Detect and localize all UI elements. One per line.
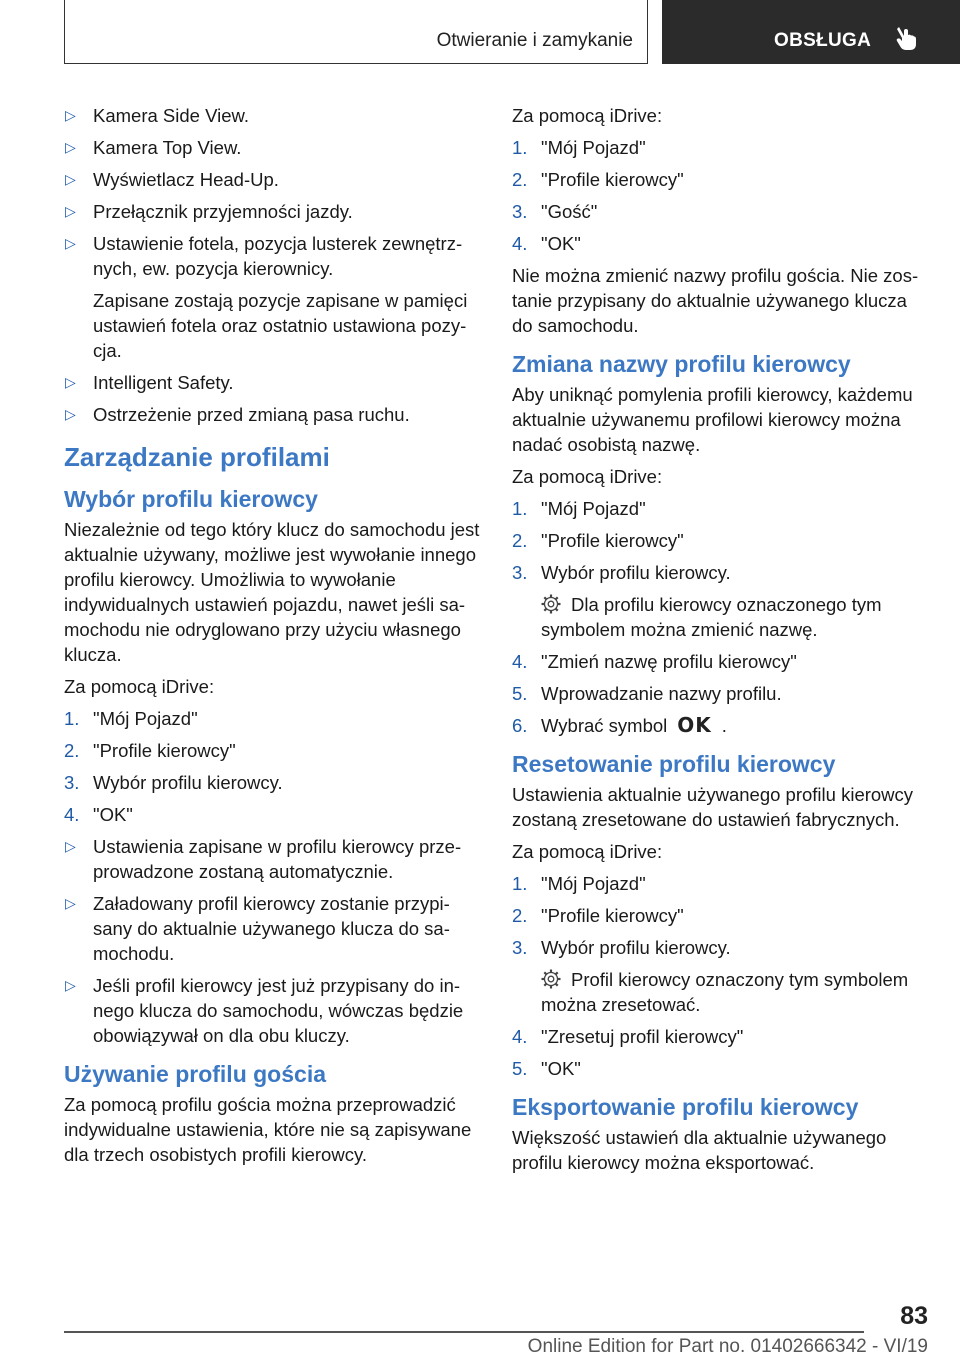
- step-item: 5. "OK": [512, 1058, 581, 1079]
- triangle-bullet-icon: ▷: [65, 838, 76, 854]
- list-item: ▷ Intelligent Safety.: [65, 372, 234, 393]
- triangle-bullet-icon: ▷: [65, 374, 76, 390]
- step-note: Profil kierowcy oznaczony tym symbolem można zresetować.: [541, 969, 909, 1015]
- header-chapter-box: [64, 0, 648, 64]
- paragraph: Za pomocą profilu gościa można przeprowadzić indywidualne ustawienia, które nie są zapisywane dla trzech osobistych profili kierowcy.: [64, 1094, 472, 1165]
- section-label: OBSŁUGA: [774, 30, 872, 51]
- step-item: 2. "Profile kierowcy": [64, 740, 236, 761]
- heading-export-profile: Eksportowanie profilu kierowcy: [512, 1094, 859, 1120]
- paragraph: Za pomocą iDrive:: [512, 841, 663, 862]
- step-item: 4. "OK": [512, 233, 581, 254]
- heading-guest-profile: Używanie profilu gościa: [64, 1061, 326, 1087]
- triangle-bullet-icon: ▷: [65, 107, 76, 123]
- bullet-note: Zapisane zostają pozycje zapisane w pamięci ustawień fotela oraz ostatnio ustawiona pozycja.: [93, 290, 468, 361]
- triangle-bullet-icon: ▷: [65, 977, 76, 993]
- ok-symbol-icon: OK: [677, 713, 712, 737]
- step-item: 1. "Mój Pojazd": [512, 137, 646, 158]
- gear-icon: [541, 969, 561, 989]
- right-column: [512, 103, 928, 1182]
- step-item: 5. Wprowadzanie nazwy profilu.: [512, 683, 782, 704]
- list-item: ▷ Wyświetlacz Head-Up.: [65, 169, 279, 190]
- paragraph: Aby uniknąć pomylenia profili kierowcy, każdemu aktualnie używanemu profilowi kierowcy można nadać osobistą nazwę.: [512, 384, 913, 455]
- pointing-hand-icon: [895, 26, 919, 52]
- page-number: 83: [900, 1302, 928, 1330]
- paragraph: Za pomocą iDrive:: [512, 105, 663, 126]
- list-item: ▷ Ustawienia zapisane w profilu kierowcy przeprowadzone zostaną automatycznie.: [65, 836, 462, 882]
- step-item: 2. "Profile kierowcy": [512, 530, 684, 551]
- step-item: 3. Wybór profilu kierowcy. Profil kierowcy oznaczony tym symbolem można zresetować.: [512, 935, 928, 1017]
- paragraph: Niezależnie od tego który klucz do samochodu jest aktualnie używany, możliwe jest wywołanie innego profilu kierowcy. Umożliwia to wywołanie indywidualnych ustawień pojazdu, nawet jeśli samochodu nie odryglowano przy użyciu własnego klucza.: [64, 519, 480, 665]
- heading-rename-profile: Zmiana nazwy profilu kierowcy: [512, 351, 851, 377]
- triangle-bullet-icon: ▷: [65, 235, 76, 251]
- step-note: Dla profilu kierowcy oznaczonego tym symbolem można zmienić nazwę.: [541, 594, 882, 640]
- step-item: 1. "Mój Pojazd": [64, 708, 198, 729]
- footer-divider: [64, 1331, 864, 1333]
- step-item: 3. "Gość": [512, 201, 598, 222]
- paragraph: Nie można zmienić nazwy profilu gościa. Nie zostanie przypisany do aktualnie używanego klucza do samochodu.: [512, 265, 919, 336]
- paragraph: Ustawienia aktualnie używanego profilu kierowcy zostaną zresetowane do ustawień fabrycznych.: [512, 784, 914, 830]
- heading-select-profile: Wybór profilu kierowcy: [64, 486, 318, 512]
- step-item: 2. "Profile kierowcy": [512, 905, 684, 926]
- triangle-bullet-icon: ▷: [65, 406, 76, 422]
- header-section-box: [662, 0, 960, 64]
- triangle-bullet-icon: ▷: [65, 171, 76, 187]
- heading-profile-management: Zarządzanie profilami: [64, 442, 330, 472]
- step-item: 4. "Zresetuj profil kierowcy": [512, 1026, 744, 1047]
- left-column: [64, 103, 480, 1174]
- gear-icon: [541, 594, 561, 614]
- list-item: ▷ Załadowany profil kierowcy zostanie przypisany do aktualnie używanego klucza do samochodu.: [65, 893, 450, 964]
- list-item: ▷ Ustawienie fotela, pozycja lusterek zewnętrznych, ew. pozycja kierownicy. Zapisane zostają pozycje zapisane w pamięci ustawień fotela oraz ostatnio ustawiona pozycja.: [64, 231, 480, 363]
- step-item: 6. Wybrać symbol OK .: [512, 713, 727, 737]
- list-item: ▷ Przełącznik przyjemności jazdy.: [65, 201, 353, 222]
- list-item: ▷ Ostrzeżenie przed zmianą pasa ruchu.: [65, 404, 410, 425]
- step-item: 3. Wybór profilu kierowcy. Dla profilu kierowcy oznaczonego tym symbolem można zmienić nazwę.: [512, 560, 928, 642]
- step-item: 3. Wybór profilu kierowcy.: [64, 772, 283, 793]
- step-item: 4. "Zmień nazwę profilu kierowcy": [512, 651, 797, 672]
- chapter-title: Otwieranie i zamykanie: [436, 30, 633, 51]
- step-item: 4. "OK": [64, 804, 133, 825]
- step-item: 2. "Profile kierowcy": [512, 169, 684, 190]
- paragraph: Za pomocą iDrive:: [512, 466, 663, 487]
- triangle-bullet-icon: ▷: [65, 139, 76, 155]
- triangle-bullet-icon: ▷: [65, 895, 76, 911]
- step-item: 1. "Mój Pojazd": [512, 498, 646, 519]
- footer-edition: Online Edition for Part no. 01402666342 - VI/19: [527, 1336, 928, 1357]
- list-item: ▷ Kamera Top View.: [65, 137, 242, 158]
- paragraph: Za pomocą iDrive:: [64, 676, 215, 697]
- heading-reset-profile: Resetowanie profilu kierowcy: [512, 751, 836, 777]
- step-item: 1. "Mój Pojazd": [512, 873, 646, 894]
- list-item: ▷ Kamera Side View.: [65, 105, 249, 126]
- triangle-bullet-icon: ▷: [65, 203, 76, 219]
- paragraph: Większość ustawień dla aktualnie używanego profilu kierowcy można eksportować.: [512, 1127, 887, 1173]
- list-item: ▷ Jeśli profil kierowcy jest już przypisany do innego klucza do samochodu, wówczas będzie obowiązywał on dla obu kluczy.: [65, 975, 464, 1046]
